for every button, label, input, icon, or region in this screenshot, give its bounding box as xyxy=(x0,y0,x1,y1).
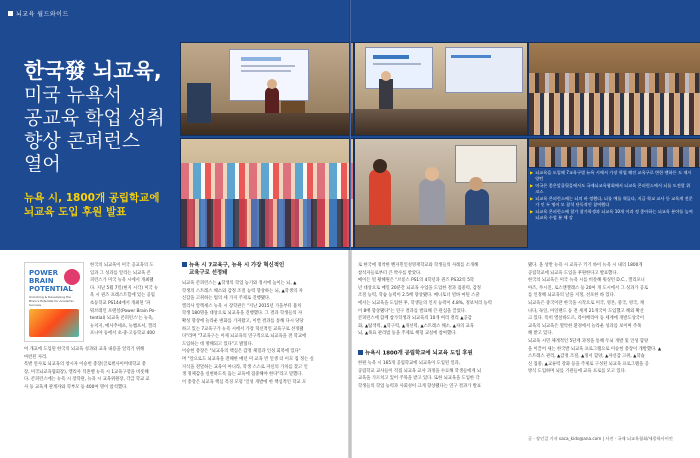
check-square-icon xyxy=(182,262,187,267)
caption-item: ▶ 뇌교육을 도입해 7교육구별 뉴욕 시에서 가장 학업 해진 교육구로 변한 맨하튼 도 제시 양턴 xyxy=(530,170,692,181)
caption-item: ▶ 미국은 좋은앞줄뒷을에서도 국제뇌교육협회에서 뇌교육 콘퍼런스에서 뇌를 도전할 위 코스 xyxy=(530,183,691,194)
headline-line-4: 향상 콘퍼런스 xyxy=(24,130,141,152)
left-column-a: 한국의 뇌교육이 미국 공교육의 도 입과 그 성과를 알리는 뇌교육 콘 퍼런스가 미국 뉴욕 시에서 개최됐 다. 지난 5월 7일(현지 시각) 미국 뉴 욕 시 퀸즈 프레스트힐에 있는 공립 초등학교 PS144에서 개최된 '파 워브레인 포텐셜(Power Brain Po- tential) 뇌교육 콘퍼런스'는 뉴욕, 뉴저지, 메사추세츠, 뉴햄프셔, 캘리 포니아 등에서 초·중·고등학교 400 xyxy=(90,263,159,337)
poster-artwork xyxy=(29,309,79,337)
page-gutter-shadow xyxy=(348,250,352,458)
middle-column: 뇌교육 콘퍼런스는 ▲학생의 학업 능기와 정서에 높이는 뇌, ▲ 학생의 스트레스 해소와 감정 조절 능력 향상하는 뇌, ▲학생의 자 신감을 고취하는 법의 세 가지 주제로 진행됐다. 엘리사 알렉세스 뉴욕 시 장학관은 "지난 2015년 가을부터 불치 학생 180명을 대상으로 뇌교육을 진행했다. 그 결과 학생들의 자 확성 향상에 놀라운 변화를 가져왔고, 이번 결과를 통해 다시 당당 하고 있는 7교육구가 뉴욕 시에서 가장 혁신적인 교육구로 선정됐 다"라며 "7교육구는 이제 뇌교육의 연구적으로 뇌교육을 전 학교에 도입하는 데 방해되고 있다"고 밝혔다. 이승헌 총장은 "뇌교육의 핵심은 감정 체험과 인성 회복에 있다" 며 "앞으로도 뇌교육을 전해한 매년 미 교육 빈 인생 더 이모 집 정는 실 지식을 전달하는 교육이 아니라, 학생 스스로 자신의 가치를 찾고 인 생 정체감을 실현하도록 돕는 교육에 집중해야 한다"라고 말했다. 이 총장은 뇌교육 핵심 특징 모형 '인성 개발에 한 핵심적인 학교 모 xyxy=(182,281,314,385)
headline xyxy=(24,58,194,176)
caption-bullet-icon: ▶ xyxy=(530,196,534,201)
right-column-a: 로 한국에 정착한 벤자민인성영재학교와 학생들의 사례를 소개해 참석자들로부터 큰 박수를 받았다. 메이든 빌 황혜원은 "브롱스 PS1의 4학년과 퀸즈 PS32의 5학 년 대상으로 매일 20분간 뇌교육 수업을 도입한 결과 집중력, 감정 조절 능력, 학습 능력이 2.5배 향상됐다. 메니토너 빌바 마틴 스쿨 에서는 뇌교육을 도입한 후, 학생들의 인지 능력이 4.8%, 정보처리 능력 이 8배 향상됐다"는 연구 결과를 발표해 큰 관심을 끌었다. 콘퍼런스에 함께 참가학생과 뇌교육의 10개 버리 결리 ▲공감 화, ▲탐색력, ▲학구력, ▲개선력, ▲스트레스 해소, ▲자의 교육 뇌, ▲목표 관리법 등을 주제로 책형 교실에 참여했다. xyxy=(358,263,492,337)
article-credit: 글 · 장인걸 기자 saca_kids@ana.com | 사진 · 국제 뇌교육협회/세종학사이언 xyxy=(528,436,673,441)
left-column-b: 여 개교에 도입된 한국의 뇌교육 성과와 교육 내용을 알리기 위해 마련된 자리. 특별 연사로 뇌교육의 창시자 이승헌 총장(글로벌사이버대학교 총 장, 미국뇌교육협회장), 엘리사 덕혼벨 뉴욕 시 1교육구장을 비롯해 다. 콘퍼런스에는 뉴욕 시 장학관, 뉴욕 시 교육위원장, 각급 학교 교 사 등 교육계 관계자와 학부모 등 400여 명이 참석했다. xyxy=(24,347,150,390)
section-tag-label: 뇌교육 월드와이드 xyxy=(16,11,69,18)
conference-poster xyxy=(24,262,84,342)
caption-bullet-icon: ▶ xyxy=(530,170,534,175)
subheadline-line-1: 뉴욕 시, 1800개 공립학교에 xyxy=(24,192,160,204)
section-square-icon xyxy=(8,11,13,16)
photo-auditorium-crowd xyxy=(528,42,700,136)
caption-item: ▶ 뇌교육 콘퍼런스에 참가 참가학생과 뇌교육 10개 이과 정 좋아하는 뇌교육 분야를 높여 뇌교육 수업 분 체 강 xyxy=(530,209,693,220)
box-title-1800-schools: 뉴욕시 1800개 공립학교에 뇌교육 도입 후원 xyxy=(358,350,520,358)
caption-item: ▶ 뇌교육 콘퍼런스에는 뇌의 바 정했다, 뇌를 예를 혁들다, 지금 학교 교사 등 교육계 전문가 인 두 명이 모 참석 단독적인 참여했다 xyxy=(530,196,693,207)
headline-line-1: 한국發 뇌교육, xyxy=(24,59,162,83)
caption-bullet-icon: ▶ xyxy=(530,209,534,214)
photo-small-strip xyxy=(528,138,700,168)
photo-caption xyxy=(530,170,694,222)
headline-line-5: 열어 xyxy=(24,153,61,175)
caption-bullet-icon: ▶ xyxy=(530,183,534,188)
subheadline xyxy=(24,191,159,219)
subheadline-line-2: 뇌교육 도입 후원 발표 xyxy=(24,206,127,218)
photo-presenter-screen xyxy=(354,42,528,136)
poster-title: POWER BRAIN POTENTIAL xyxy=(29,269,73,293)
check-square-icon xyxy=(358,350,363,355)
photo-students-arms-raised xyxy=(180,138,354,248)
box-title-seventh-district: 뉴욕 시 7교육구, 뉴욕 시 가장 혁신적인 교육구로 선정돼 xyxy=(182,262,342,277)
right-column-c: 됐다. 올 상반 뉴욕 시 교육구 키기 바이 뉴욕 시 내의 1800개 공립학교에 뇌교육 도입을 후원한다고 발표했다. 한국의 뇌교육은 미국 뉴욕 시를 비롯해 워싱턴 D.C., 캘리포니 아즈, 푸시진, 로스앤젤레스 등 20여 개 도시에서 그 성과가 공로 를 인정해 뇌교육의 날을 지정, 선포한 바 있다. 뇌교육은 중국이란 한국을 시작으로 미국, 영본, 중국, 영국, 캐 나다, 독일, 아일랜드 등 전 세계 21개국이 도입했고 해외 확산 크 있다. 특히 엘살바도르, 라이베리아 등 세계에 개발도상국이 교육의 뇌교육은 열악한 환경에서 놀라운 성과를 보이며 주목 해 받고 있다. 뇌교육 시민 체계적인 5단계 과정을 통해 두뇌 개발 및 인성 함양 을 이끌어 새는 한국발 뇌교육 프로그램으로 이승헌 총장이 개발했다. ▲ 스트레스 관리, ▲감정 조절, ▲정서 함양, ▲자신감 고취, ▲학습 신 집중, ▲교류력 강화 등을 주제로 구성된 뇌교육 프로그램을 공 방식 도입하며 뇌를 기관들에 교육 프로를 모고 있다. xyxy=(528,263,662,375)
section-tag xyxy=(8,8,69,19)
headline-line-3: 공교육 학업 성취 xyxy=(24,107,165,129)
right-column-b: 한편 뉴욕 시 165개 공립학교에 뇌교육이 도입된 일과, 공립학교 교사들이 직접 뇌교육 교사 과정을 수료해 학생들에게 뇌 교육을 가르치고 있어 주목을 받고 있다. 또한 뇌교육을 도입한 각 학생들의 학업 능력과 사회성이 크게 향상됐다는 연구 결과가 발표 xyxy=(358,361,481,389)
poster-badge-icon xyxy=(64,269,80,285)
poster-tagline: Unlocking & Developing the Brain's Potential for Academic Success xyxy=(29,295,75,307)
photo-classroom-activity xyxy=(354,138,528,248)
photo-speaker-podium xyxy=(180,42,354,136)
headline-line-2: 미국 뉴욕서 xyxy=(24,84,122,106)
